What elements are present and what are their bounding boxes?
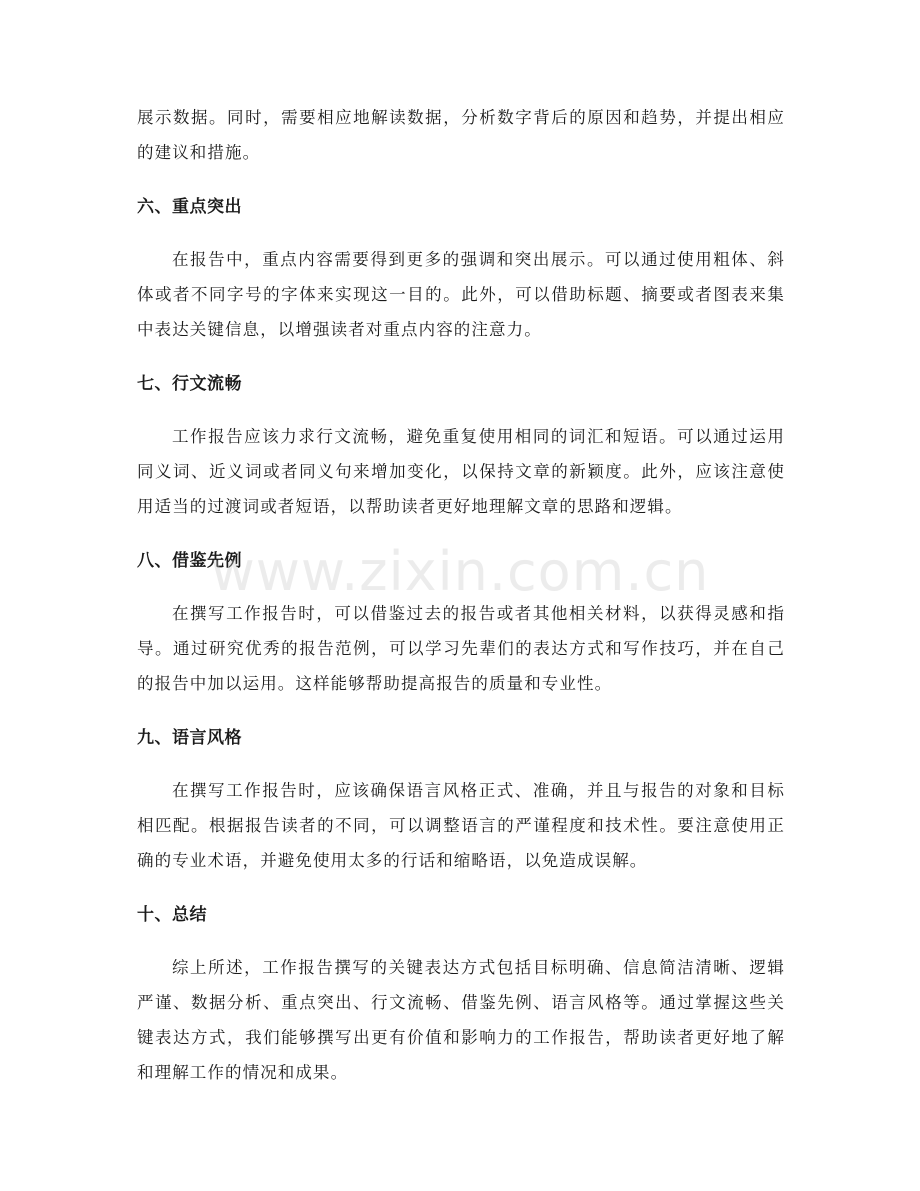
- section-paragraph: 综上所述，工作报告撰写的关键表达方式包括目标明确、信息简洁清晰、逻辑严谨、数据分析、重点突出、行文流畅、借鉴先例、语言风格等。通过掌握这些关键表达方式，我们能够撰写出更有价值和影响力的工作报告，帮助读者更好地了解和理解工作的情况和成果。: [137, 958, 785, 1082]
- section-8: [137, 544, 785, 701]
- section-heading: 十、总结: [137, 905, 207, 925]
- section-paragraph: 在撰写工作报告时，可以借鉴过去的报告或者其他相关材料，以获得灵感和指导。通过研究优秀的报告范例，可以学习先辈们的表达方式和写作技巧，并在自己的报告中加以运用。这样能够帮助提高报告的质量和专业性。: [137, 604, 785, 693]
- section-heading: 六、重点突出: [137, 197, 242, 217]
- section-heading: 九、语言风格: [137, 728, 242, 748]
- section-7: [137, 367, 785, 524]
- section-9: [137, 721, 785, 878]
- section-paragraph: 工作报告应该力求行文流畅，避免重复使用相同的词汇和短语。可以通过运用同义词、近义词或者同义句来增加变化，以保持文章的新颖度。此外，应该注意使用适当的过渡词或者短语，以帮助读者更好地理解文章的思路和逻辑。: [137, 427, 785, 516]
- section-heading: 七、行文流畅: [137, 374, 242, 394]
- watermark: www.zixin.com.cn: [210, 540, 710, 603]
- document-body: [137, 100, 785, 1090]
- intro-paragraph: 展示数据。同时，需要相应地解读数据，分析数字背后的原因和趋势，并提出相应的建议和措施。: [137, 108, 785, 162]
- section-paragraph: 在撰写工作报告时，应该确保语言风格正式、准确，并且与报告的对象和目标相匹配。根据报告读者的不同，可以调整语言的严谨程度和技术性。要注意使用正确的专业术语，并避免使用太多的行话和缩略语，以免造成误解。: [137, 781, 785, 870]
- section-6: [137, 190, 785, 347]
- section-paragraph: 在报告中，重点内容需要得到更多的强调和突出展示。可以通过使用粗体、斜体或者不同字号的字体来实现这一目的。此外，可以借助标题、摘要或者图表来集中表达关键信息，以增强读者对重点内容的注意力。: [137, 250, 785, 339]
- section-10: [137, 898, 785, 1090]
- section-heading: 八、借鉴先例: [137, 551, 242, 571]
